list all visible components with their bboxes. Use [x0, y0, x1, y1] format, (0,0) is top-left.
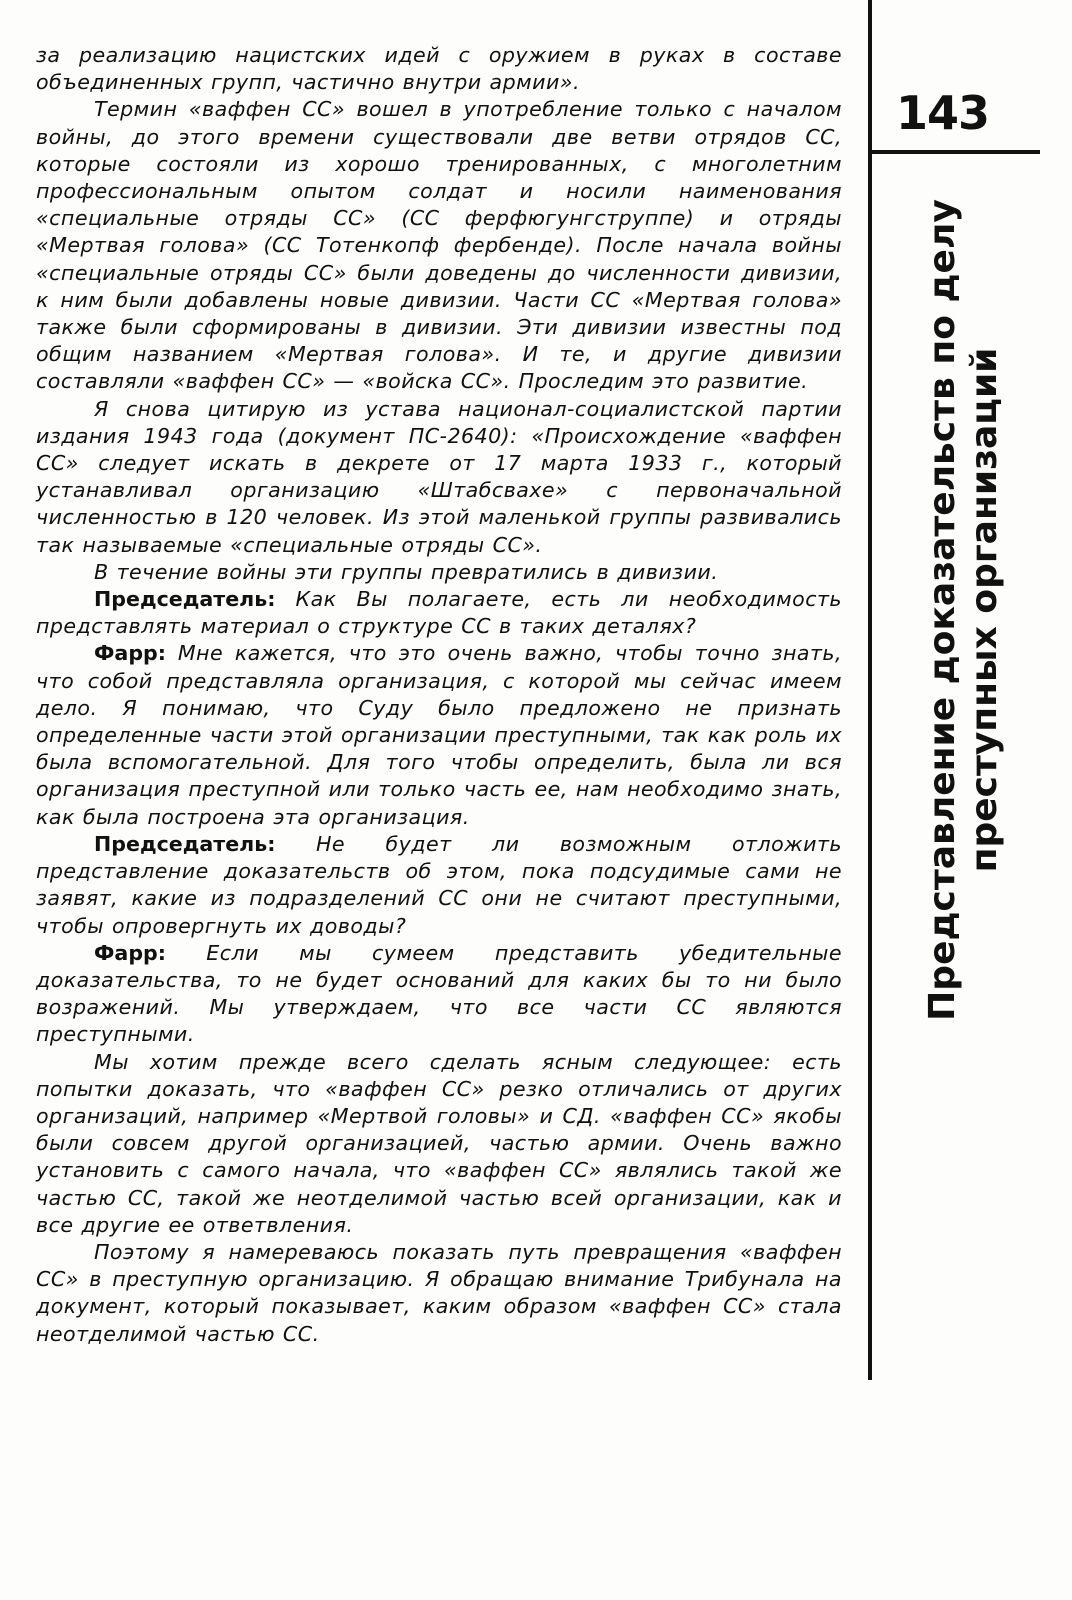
paragraph-text: Если мы сумеем представить убедительные доказательства, то не будет оснований для каких бы то ни было возражений. Мы утверждаем, что все части СС являются преступными. [36, 940, 842, 1047]
paragraph-text: В течение войны эти группы превратились в дивизии. [94, 559, 719, 584]
paragraph-1 [36, 42, 842, 96]
paragraph-text: Поэтому я намереваюсь показать путь превращения «ваффен СС» в преступную организацию. Я обращаю внимание Трибунала на документ, который показывает, каким образом «ваффен СС» стала неотделимой частью СС. [36, 1239, 842, 1346]
paragraph-7 [36, 831, 842, 940]
paragraph-text: Мне кажется, что это очень важно, чтобы точно знать, что собой представляла организация, с которой мы сейчас имеем дело. Я понимаю, что Суду было предложено не признать определенные части этой организации преступными, так как роль их была вспомогательной. Для того чтобы определить, была ли вся организация преступной или только часть ее, нам необходимо знать, как была построена эта организация. [36, 641, 842, 829]
paragraph-text: Мы хотим прежде всего сделать ясным следующее: есть попытки доказать, что «ваффен СС» резко отличались от других организаций, например «Мертвой головы» и СД. «ваффен СС» якобы были совсем другой организацией, частью армии. Очень важно установить с самого начала, что «ваффен СС» являлись такой же частью СС, такой же неотделимой частью всей организации, как и все другие ее ответвления. [36, 1049, 842, 1237]
paragraph-text: Не будет ли возможным отложить представление доказательств об этом, пока подсудимые сами не заявят, какие из подразделений СС они не считают преступными, чтобы опровергнуть их доводы? [36, 831, 843, 938]
paragraph-8 [36, 940, 842, 1049]
paragraph-5 [36, 586, 842, 640]
speaker-label: Фарр: [94, 641, 167, 666]
paragraph-6 [36, 640, 842, 830]
page-number-underline [872, 150, 1040, 154]
speaker-label: Председатель: [94, 831, 276, 856]
paragraph-text: Термин «ваффен СС» вошел в употребление только с началом войны, до этого времени существовали две ветви отрядов СС, которые состояли из хорошо тренированных, с многолетним профессиональным опытом солдат и носили наименования «специальные отряды СС» (СС ферфюгунгструппе) и отряды «Мертвая голова» (СС Тотенкопф фербенде). После начала войны «специальные отряды СС» были доведены до численности дивизии, к ним были добавлены новые дивизии. Части СС «Мертвая голова» также были сформированы в дивизии. Эти дивизии известны под общим названием «Мертвая голова». И те, и другие дивизии составляли «ваффен СС» — «войска СС». Проследим это развитие. [36, 97, 842, 394]
paragraph-4 [36, 559, 842, 586]
paragraph-10 [36, 1239, 842, 1348]
paragraph-3 [36, 396, 842, 559]
running-title [922, 160, 1006, 1060]
running-title-line-2: преступных организаций [964, 347, 1005, 873]
body-text [36, 42, 842, 1348]
page-number: 143 [896, 86, 990, 140]
paragraph-text: за реализацию нацистских идей с оружием в руках в составе объединенных групп, частично внутри армии». [36, 43, 842, 95]
running-title-line-1: Представление доказательств по делу [922, 199, 963, 1021]
speaker-label: Председатель: [94, 587, 276, 612]
paragraph-text: Я снова цитирую из устава национал-социалистской партии издания 1943 года (документ ПС-2640): «Происхождение «ваффен СС» следует искать в декрете от 17 марта 1933 г., который устанавливал организацию «Штабсвахе» с первоначальной численностью в 120 человек. Из этой маленькой группы развивались так называемые «специальные отряды СС». [36, 396, 842, 557]
speaker-label: Фарр: [94, 940, 167, 965]
paragraph-9 [36, 1049, 842, 1239]
paragraph-text: Как Вы полагаете, есть ли необходимость представлять материал о структуре СС в таких деталях? [36, 587, 843, 639]
margin-vertical-rule [868, 0, 872, 1380]
paragraph-2 [36, 96, 842, 395]
